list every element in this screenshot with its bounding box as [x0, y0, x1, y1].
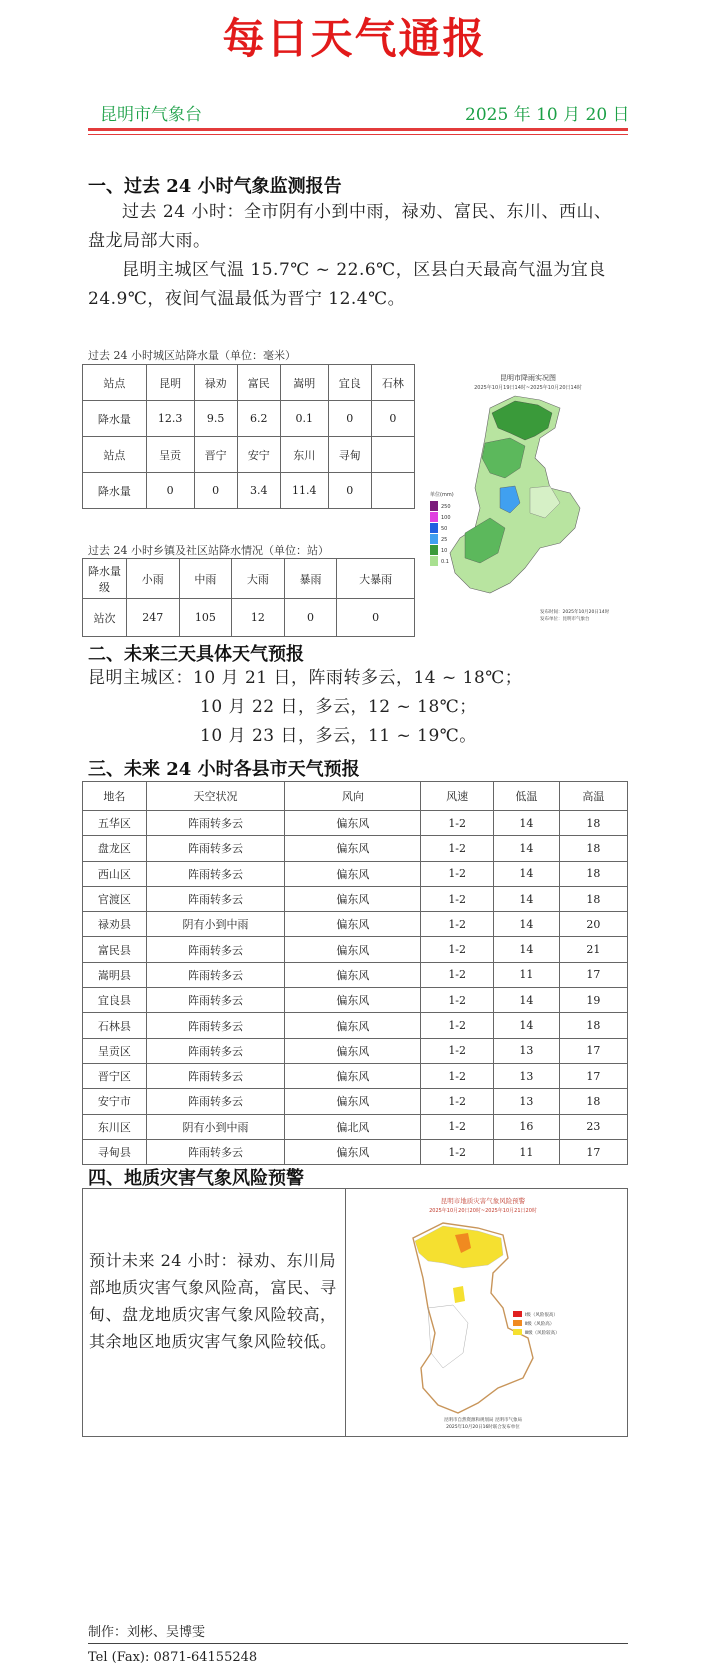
rain-table-cell: 呈贡	[146, 437, 194, 473]
county-table-cell: 禄劝县	[83, 912, 147, 937]
county-table-cell: 东川区	[83, 1114, 147, 1139]
level-table-value: 105	[179, 599, 232, 637]
county-table-cell: 阵雨转多云	[146, 1013, 284, 1038]
county-table-cell: 偏东风	[285, 861, 421, 886]
rain-table-cell: 东川	[280, 437, 328, 473]
county-table-cell: 1-2	[421, 886, 493, 911]
rain-table-cell: 安宁	[237, 437, 280, 473]
county-table-cell: 嵩明县	[83, 962, 147, 987]
forecast-line-1: 10 月 21 日，阵雨转多云，14 ~ 18℃；	[193, 668, 523, 688]
county-table-cell: 1-2	[421, 811, 493, 836]
county-table-header: 高温	[559, 782, 627, 811]
rain-table-cell: 0	[328, 401, 371, 437]
county-table-row	[83, 988, 628, 1013]
geohazard-legend-label: Ⅲ级（风险较高）	[525, 1331, 560, 1336]
county-table-cell: 18	[559, 886, 627, 911]
county-table-row	[83, 1139, 628, 1164]
county-table-row	[83, 861, 628, 886]
rain-table-cell: 9.5	[194, 401, 237, 437]
county-table-header: 风速	[421, 782, 493, 811]
county-table-cell: 13	[493, 1089, 559, 1114]
county-table-cell: 21	[559, 937, 627, 962]
level-table-header: 小雨	[127, 559, 180, 599]
county-table-cell: 偏东风	[285, 1063, 421, 1088]
rain-table-cell: 11.4	[280, 473, 328, 509]
rain-map-subtitle: 2025年10月19日14时~2025年10月20日14时	[474, 385, 582, 391]
geohazard-legend-swatch	[513, 1329, 522, 1335]
rain-legend-swatch	[430, 534, 438, 544]
county-table-row	[83, 1114, 628, 1139]
rain-table-row	[83, 365, 415, 401]
county-table-cell: 阵雨转多云	[146, 836, 284, 861]
rain-legend-label: 100	[441, 515, 451, 521]
county-table-cell: 偏东风	[285, 912, 421, 937]
county-table-cell: 阵雨转多云	[146, 861, 284, 886]
rain-table-row	[83, 401, 415, 437]
county-table-row	[83, 1038, 628, 1063]
geohazard-legend-label: Ⅰ级（风险很高）	[525, 1313, 558, 1318]
level-table-value: 247	[127, 599, 180, 637]
county-table-cell: 18	[559, 1089, 627, 1114]
section3-heading: 三、未来 24 小时各县市天气预报	[88, 759, 360, 780]
rain-table-cell: 嵩明	[280, 365, 328, 401]
county-table-cell: 呈贡区	[83, 1038, 147, 1063]
page-title: 每日天气通报	[222, 14, 487, 63]
county-table-cell: 14	[493, 1013, 559, 1038]
county-table-row	[83, 836, 628, 861]
rain-legend-label: 25	[441, 537, 448, 543]
county-forecast-table	[82, 781, 628, 1165]
rain-map	[420, 368, 620, 626]
county-table-cell: 1-2	[421, 962, 493, 987]
rain-table-caption: 过去 24 小时城区站降水量（单位：毫米）	[88, 349, 296, 362]
county-table-row	[83, 1013, 628, 1038]
rain-table-cell: 12.3	[146, 401, 194, 437]
geohazard-map-subtitle: 2025年10月20日20时~2025年10月21日20时	[429, 1208, 537, 1214]
rain-legend-swatch	[430, 556, 438, 566]
county-table-cell: 19	[559, 988, 627, 1013]
footer-rule	[88, 1643, 628, 1644]
rain-table-cell: 6.2	[237, 401, 280, 437]
county-table-cell: 17	[559, 1063, 627, 1088]
county-table-header: 低温	[493, 782, 559, 811]
county-table-cell: 阵雨转多云	[146, 886, 284, 911]
county-table-cell: 1-2	[421, 912, 493, 937]
section2-heading: 二、未来三天具体天气预报	[88, 644, 304, 665]
county-table-row	[83, 912, 628, 937]
rain-legend-swatch	[430, 545, 438, 555]
rain-table-cell: 0	[328, 473, 371, 509]
county-table-row	[83, 937, 628, 962]
county-table-cell: 14	[493, 988, 559, 1013]
level-table-header: 中雨	[179, 559, 232, 599]
rain-table-cell	[371, 437, 414, 473]
county-table-cell: 偏东风	[285, 836, 421, 861]
header-rule-thick	[88, 128, 628, 131]
county-table-cell: 1-2	[421, 861, 493, 886]
section1-heading: 一、过去 24 小时气象监测报告	[88, 176, 342, 197]
county-table-cell: 西山区	[83, 861, 147, 886]
county-table-cell: 1-2	[421, 1063, 493, 1088]
rain-table-cell: 3.4	[237, 473, 280, 509]
section4-heading: 四、地质灾害气象风险预警	[88, 1168, 304, 1189]
rain-legend-label: 0.1	[441, 559, 449, 565]
rain-map-legend-title: 单位(mm)	[430, 492, 454, 498]
county-table-cell: 阵雨转多云	[146, 1139, 284, 1164]
level-table-header: 大雨	[232, 559, 285, 599]
geohazard-map	[383, 1193, 583, 1433]
county-table-cell: 1-2	[421, 988, 493, 1013]
rain-table-cell: 宜良	[328, 365, 371, 401]
county-table-cell: 阴有小到中雨	[146, 1114, 284, 1139]
county-table-row	[83, 811, 628, 836]
precipitation-level-table	[82, 558, 415, 637]
county-table-cell: 14	[493, 912, 559, 937]
rain-table-row	[83, 437, 415, 473]
county-table-cell: 16	[493, 1114, 559, 1139]
section2-city: 昆明主城区：	[88, 668, 193, 688]
county-table-row	[83, 886, 628, 911]
rain-map-note-time: 发布时间：2025年10月20日14时	[540, 610, 610, 615]
county-table-cell: 14	[493, 861, 559, 886]
county-table-cell: 17	[559, 962, 627, 987]
county-table-cell: 寻甸县	[83, 1139, 147, 1164]
level-table-caption: 过去 24 小时乡镇及社区站降水情况（单位：站）	[88, 544, 329, 557]
level-table-value: 12	[232, 599, 285, 637]
header-rule-thin	[88, 134, 628, 135]
rain-map-legend	[430, 501, 451, 566]
county-table-cell: 13	[493, 1063, 559, 1088]
geohazard-text: 预计未来 24 小时：禄劝、东川局部地质灾害气象风险高，富民、寻甸、盘龙地质灾害气象风险较高，其余地区地质灾害气象风险较低。	[89, 1251, 337, 1351]
county-table-cell: 偏东风	[285, 1139, 421, 1164]
county-table-cell: 偏东风	[285, 886, 421, 911]
geohazard-box	[82, 1188, 628, 1437]
rain-table-cell: 晋宁	[194, 437, 237, 473]
county-table-cell: 1-2	[421, 836, 493, 861]
rain-table-cell	[371, 473, 414, 509]
rain-table-row-label: 降水量	[83, 473, 147, 509]
county-table-cell: 偏东风	[285, 1038, 421, 1063]
county-table-cell: 1-2	[421, 1139, 493, 1164]
rain-legend-label: 50	[441, 526, 448, 532]
level-table-header: 降水量级	[83, 559, 127, 599]
county-table-cell: 阵雨转多云	[146, 1063, 284, 1088]
county-table-cell: 23	[559, 1114, 627, 1139]
rain-table-cell: 0	[194, 473, 237, 509]
county-table-cell: 偏北风	[285, 1114, 421, 1139]
rain-table-row-label: 降水量	[83, 401, 147, 437]
section1-paragraph2: 昆明主城区气温 15.7℃ ~ 22.6℃，区县白天最高气温为宜良 24.9℃，夜间气温最低为晋宁 12.4℃。	[88, 260, 606, 309]
rain-table-cell: 0.1	[280, 401, 328, 437]
rain-legend-label: 250	[441, 504, 451, 510]
county-table-cell: 偏东风	[285, 811, 421, 836]
geohazard-legend-label: Ⅱ级（风险高）	[525, 1322, 555, 1327]
county-table-cell: 偏东风	[285, 937, 421, 962]
level-table-value: 0	[284, 599, 337, 637]
rain-map-note-unit: 发布单位：昆明市气象台	[540, 617, 590, 622]
geohazard-map-note2: 2025年10月20日16时联合发布单位	[446, 1425, 520, 1430]
county-table-header: 地名	[83, 782, 147, 811]
county-table-cell: 宜良县	[83, 988, 147, 1013]
county-table-header: 风向	[285, 782, 421, 811]
county-table-cell: 1-2	[421, 1013, 493, 1038]
county-table-cell: 阵雨转多云	[146, 811, 284, 836]
county-table-cell: 11	[493, 1139, 559, 1164]
level-row-label: 站次	[83, 599, 127, 637]
county-table-cell: 11	[493, 962, 559, 987]
county-table-cell: 官渡区	[83, 886, 147, 911]
geohazard-legend-swatch	[513, 1311, 522, 1317]
forecast-line-2: 10 月 22 日，多云，12 ~ 18℃；	[200, 697, 477, 717]
county-table-cell: 18	[559, 1013, 627, 1038]
county-table-cell: 18	[559, 811, 627, 836]
geohazard-divider	[345, 1189, 346, 1436]
county-table-cell: 14	[493, 811, 559, 836]
county-table-cell: 1-2	[421, 1089, 493, 1114]
county-table-cell: 14	[493, 937, 559, 962]
geohazard-map-note1: 昆明市自然资源和规划局 昆明市气象局	[444, 1418, 522, 1423]
rain-table-row	[83, 473, 415, 509]
rain-table-row-label: 站点	[83, 365, 147, 401]
section2-prefix	[88, 664, 628, 693]
level-table-header: 暴雨	[284, 559, 337, 599]
footer-telephone: Tel (Fax): 0871-64155248	[88, 1650, 258, 1665]
county-table-cell: 偏东风	[285, 1089, 421, 1114]
rain-table-cell: 0	[371, 401, 414, 437]
geohazard-legend-swatch	[513, 1320, 522, 1326]
rain-legend-swatch	[430, 501, 438, 511]
county-table-cell: 偏东风	[285, 1013, 421, 1038]
forecast-line-3: 10 月 23 日，多云，11 ~ 19℃。	[200, 726, 477, 746]
issuing-organization: 昆明市气象台	[100, 105, 202, 125]
rain-map-graphic	[420, 368, 620, 626]
rain-legend-swatch	[430, 523, 438, 533]
county-table-cell: 偏东风	[285, 988, 421, 1013]
county-table-row	[83, 1063, 628, 1088]
county-table-cell: 1-2	[421, 1038, 493, 1063]
geohazard-risk-area-mid	[453, 1286, 465, 1303]
rain-legend-swatch	[430, 512, 438, 522]
county-table-cell: 阵雨转多云	[146, 1038, 284, 1063]
county-table-cell: 阴有小到中雨	[146, 912, 284, 937]
rain-table	[82, 364, 415, 509]
county-table-cell: 1-2	[421, 937, 493, 962]
geohazard-legend	[513, 1311, 560, 1336]
rain-table-cell: 昆明	[146, 365, 194, 401]
county-table-cell: 14	[493, 836, 559, 861]
county-table-row	[83, 1089, 628, 1114]
level-table-value: 0	[337, 599, 415, 637]
county-table-cell: 富民县	[83, 937, 147, 962]
county-table-cell: 晋宁区	[83, 1063, 147, 1088]
county-table-cell: 五华区	[83, 811, 147, 836]
rain-map-title: 昆明市降雨实况图	[500, 374, 556, 382]
issue-date: 2025 年 10 月 20 日	[465, 105, 630, 125]
rain-table-cell: 0	[146, 473, 194, 509]
rain-legend-label: 10	[441, 548, 448, 554]
county-table-cell: 20	[559, 912, 627, 937]
county-table-cell: 偏东风	[285, 962, 421, 987]
footer-producer: 制作：刘彬、吴博雯	[88, 1625, 206, 1640]
county-table-cell: 17	[559, 1139, 627, 1164]
rain-table-cell: 石林	[371, 365, 414, 401]
rain-table-cell: 寻甸	[328, 437, 371, 473]
county-table-cell: 阵雨转多云	[146, 937, 284, 962]
county-table-cell: 1-2	[421, 1114, 493, 1139]
rain-table-cell: 禄劝	[194, 365, 237, 401]
county-table-row	[83, 962, 628, 987]
rain-table-cell: 富民	[237, 365, 280, 401]
county-table-cell: 阵雨转多云	[146, 1089, 284, 1114]
county-table-cell: 阵雨转多云	[146, 962, 284, 987]
county-table-cell: 18	[559, 836, 627, 861]
county-table-cell: 13	[493, 1038, 559, 1063]
county-table-cell: 盘龙区	[83, 836, 147, 861]
county-table-cell: 14	[493, 886, 559, 911]
level-table-header: 大暴雨	[337, 559, 415, 599]
county-table-cell: 17	[559, 1038, 627, 1063]
section1-paragraph1: 过去 24 小时：全市阴有小到中雨，禄劝、富民、东川、西山、盘龙局部大雨。	[88, 202, 612, 251]
county-table-cell: 18	[559, 861, 627, 886]
county-table-header: 天空状况	[146, 782, 284, 811]
county-table-cell: 安宁市	[83, 1089, 147, 1114]
rain-table-row-label: 站点	[83, 437, 147, 473]
geohazard-map-title: 昆明市地质灾害气象风险预警	[440, 1197, 526, 1205]
county-table-cell: 阵雨转多云	[146, 988, 284, 1013]
county-table-cell: 石林县	[83, 1013, 147, 1038]
